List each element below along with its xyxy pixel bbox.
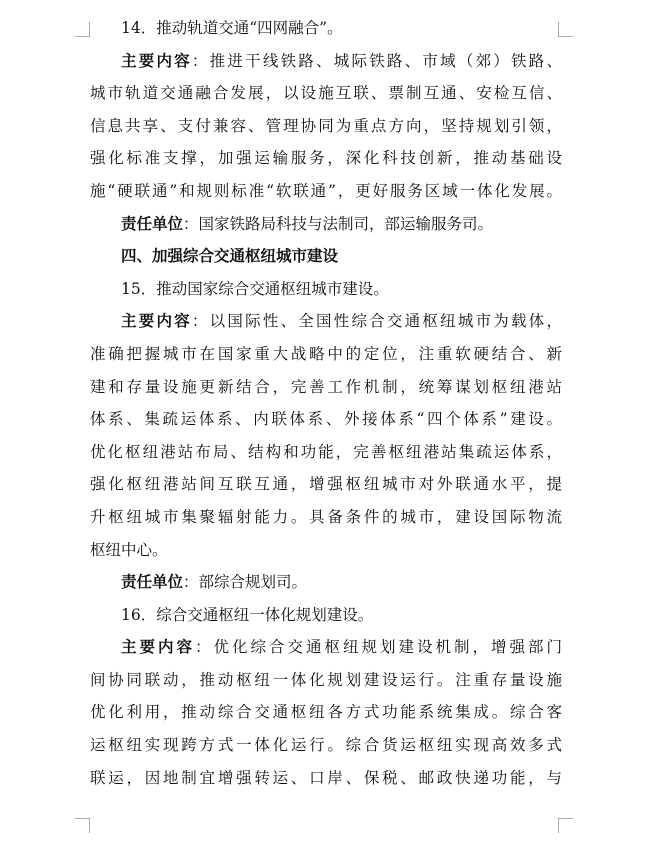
- page-corner-mark-bottom-left: [75, 818, 90, 833]
- item-15-responsibility: 责任单位：部综合规划司。: [121, 573, 308, 592]
- item-15-content-line: 优化枢纽港站布局、结构和功能，完善枢纽港站集疏运体系，: [90, 442, 562, 461]
- item-14-content-line: 施“硬联通”和规则标准“软联通”，更好服务区域一体化发展。: [90, 181, 562, 200]
- item-14-content-line: 信息共享、支付兼容、管理协同为重点方向，坚持规划引领，: [90, 116, 562, 135]
- item-15-content-line: 升枢纽城市集聚辐射能力。具备条件的城市，建设国际物流: [90, 507, 562, 526]
- responsible-unit-label: 责任单位: [121, 214, 184, 233]
- item-14-content-line: 主要内容：推进干线铁路、城际铁路、市域（郊）铁路、: [121, 51, 562, 70]
- document-page: [90, 12, 562, 794]
- section-4-heading: 四、加强综合交通枢纽城市建设: [121, 247, 339, 266]
- page-corner-mark-top-left: [75, 22, 90, 37]
- main-content-label: 主要内容: [121, 638, 195, 657]
- item-15-content-line: 体系、集疏运体系、内联体系、外接体系“四个体系”建设。: [90, 410, 562, 429]
- page-corner-mark-bottom-right: [558, 818, 573, 833]
- item-14-content-line: 城市轨道交通融合发展，以设施互联、票制互通、安检互信、: [90, 84, 562, 103]
- item-14-title: 14．推动轨道交通“四网融合”。: [121, 19, 343, 37]
- item-14-responsibility: 责任单位：国家铁路局科技与法制司，部运输服务司。: [121, 214, 494, 233]
- main-content-label: 主要内容: [121, 51, 192, 70]
- item-15-content-line: 强化枢纽港站间互联互通，增强枢纽城市对外联通水平，提: [90, 475, 562, 494]
- item-15-title: 15．推动国家综合交通枢纽城市建设。: [121, 279, 389, 298]
- item-16-content-line: 运枢纽实现跨方式一体化运行。综合货运枢纽实现高效多式: [90, 736, 562, 755]
- item-15-content-line: 主要内容：以国际性、全国性综合交通枢纽城市为载体，: [121, 312, 562, 331]
- item-16-title: 16．综合交通枢纽一体化规划建设。: [121, 605, 374, 624]
- item-16-content-line: 优化利用，推动综合交通枢纽各方式功能系统集成。综合客: [90, 703, 562, 722]
- item-14-content-line: 强化标准支撑，加强运输服务，深化科技创新，推动基础设: [90, 149, 562, 168]
- item-16-content-line: 间协同联动，推动枢纽一体化规划建设运行。注重存量设施: [90, 670, 562, 689]
- item-15-content-line: 枢纽中心。: [90, 540, 168, 559]
- item-15-content-line: 准确把握城市在国家重大战略中的定位，注重软硬结合、新: [90, 344, 562, 363]
- item-16-content-line: 联运，因地制宜增强转运、口岸、保税、邮政快递功能，与: [90, 768, 562, 787]
- responsible-unit-label: 责任单位: [121, 573, 184, 592]
- item-15-content-line: 建和存量设施更新结合，完善工作机制，统筹谋划枢纽港站: [90, 377, 562, 396]
- main-content-label: 主要内容: [121, 312, 192, 331]
- item-16-content-line: 主要内容：优化综合交通枢纽规划建设机制，增强部门: [121, 638, 562, 657]
